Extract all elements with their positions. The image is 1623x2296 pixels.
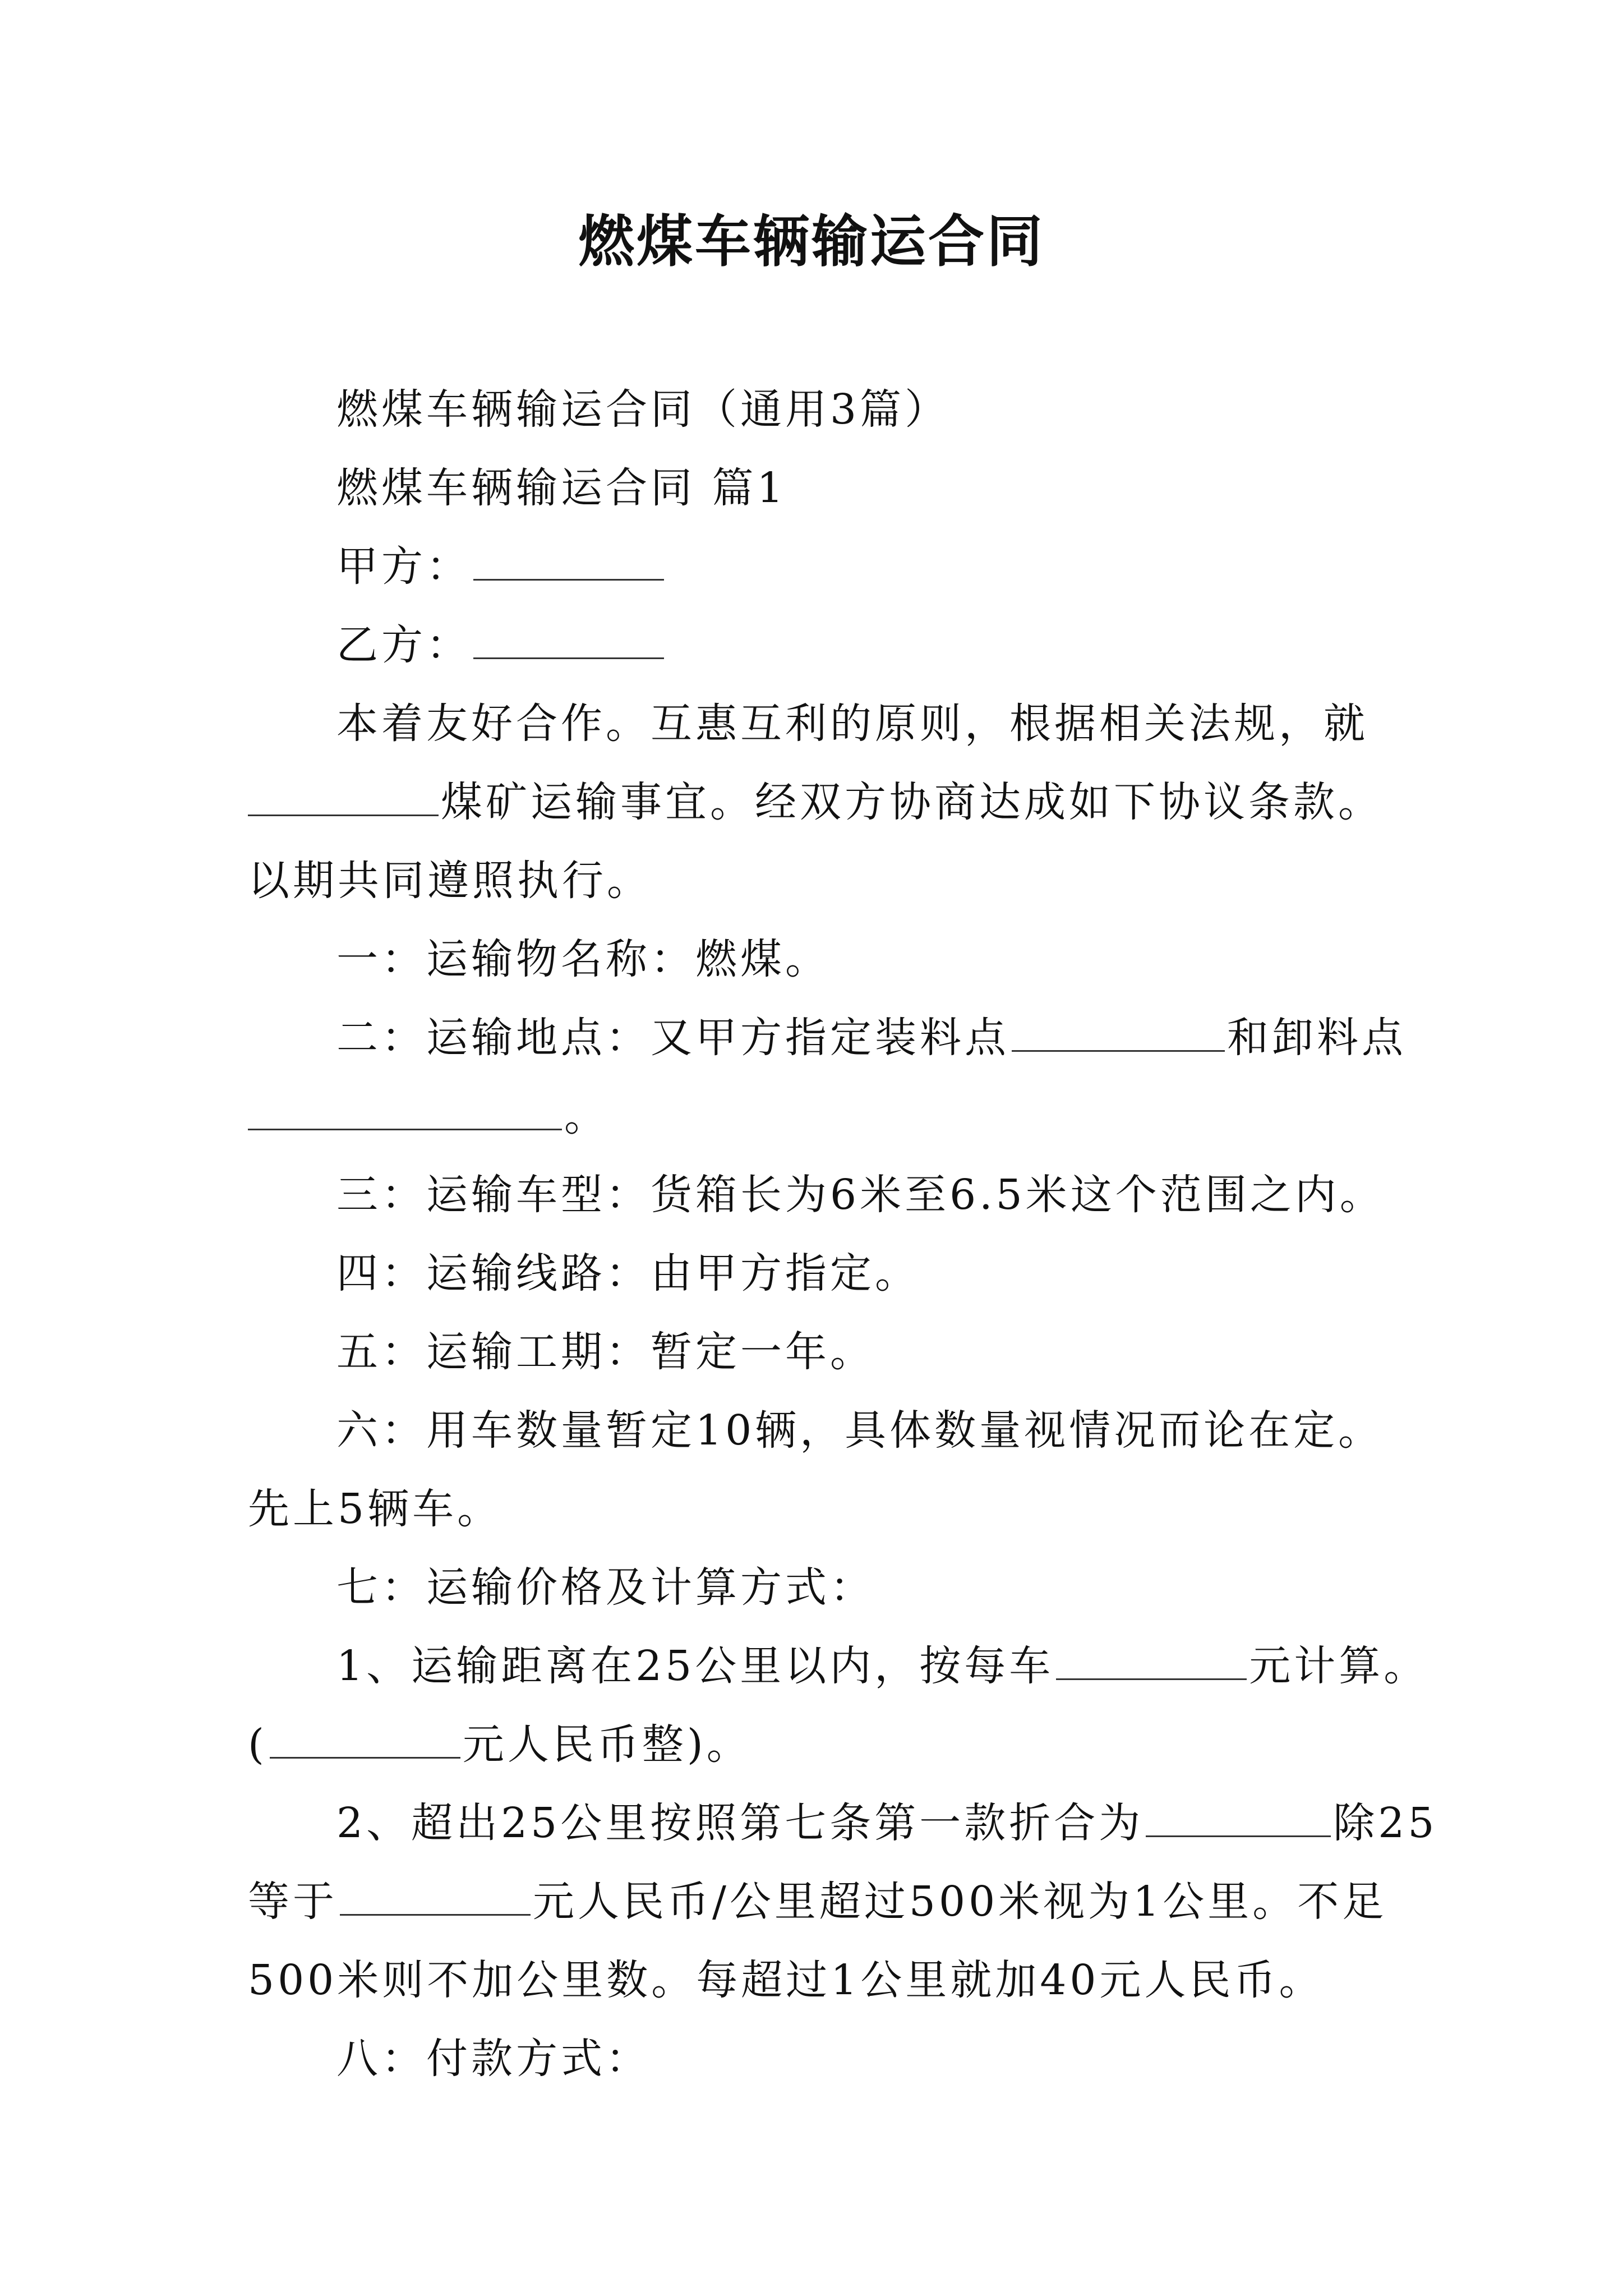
clause-line (248, 1481, 502, 1537)
clause-line (336, 1324, 875, 1380)
clause-text: 五：运输工期：暂定一年。 (336, 1328, 875, 1376)
clause-line (336, 1402, 1383, 1458)
clause-text: 1、运输距离在25公里以内，按每车 (336, 1642, 1054, 1690)
document-title: 燃煤车辆输运合同 (578, 208, 1045, 274)
party-b-blank (473, 623, 664, 659)
clause-text: 500米则不加公里数。每超过1公里就加40元人民币。 (248, 1956, 1324, 2004)
clause-line (336, 1559, 875, 1616)
clause-text: 元计算。 (1249, 1642, 1429, 1690)
paragraph-line (248, 853, 652, 909)
party-b-label: 乙方： (336, 621, 471, 669)
clause-text: 和卸料点 (1227, 1014, 1407, 1062)
clause-text: 二：运输地点：又甲方指定装料点 (336, 1014, 1009, 1062)
clause-text: 一：运输物名称：燃煤。 (336, 935, 830, 983)
clause-text: 元人民币整)。 (462, 1720, 751, 1769)
clause-line (248, 1717, 751, 1773)
clause-line (248, 1952, 1324, 2008)
clause-line (336, 931, 830, 987)
clause-text: 七：运输价格及计算方式： (336, 1563, 875, 1612)
clause-line (336, 2031, 651, 2087)
clause-text: 等于 (248, 1878, 338, 1926)
clause-text: 先上5辆车。 (248, 1485, 502, 1533)
mine-name-blank (248, 780, 439, 816)
clause-text: ( (248, 1720, 268, 1769)
paragraph-text: 煤矿运输事宜。经双方协商达成如下协议条款。 (441, 778, 1383, 826)
price-in-words-blank (270, 1722, 460, 1759)
clause-text: 六：用车数量暂定10辆，具体数量视情况而论在定。 (336, 1406, 1384, 1455)
clause-text: 八：付款方式： (336, 2035, 651, 2083)
price-per-truck-blank (1056, 1644, 1247, 1680)
clause-line (336, 1010, 1407, 1066)
paragraph-line (336, 696, 1368, 752)
party-a-line (336, 539, 666, 595)
paragraph-line (248, 774, 1383, 830)
clause-text: 三：运输车型：货箱长为6米至6.5米这个范围之内。 (336, 1171, 1385, 1219)
clause-line (248, 1088, 609, 1144)
clause-line (248, 1874, 1387, 1930)
clause-line (336, 1167, 1385, 1223)
document-subtitle (336, 381, 949, 438)
paragraph-text: 以期共同遵照执行。 (248, 857, 652, 905)
clause-line (336, 1245, 920, 1301)
loading-point-blank (1012, 1015, 1225, 1052)
price-per-km-blank (340, 1879, 531, 1916)
unloading-point-blank (248, 1094, 562, 1130)
party-a-label: 甲方： (336, 542, 471, 591)
clause-text: 四：运输线路：由甲方指定。 (336, 1249, 920, 1297)
party-a-blank (473, 544, 664, 581)
party-b-line (336, 617, 666, 673)
clause-line (336, 1795, 1437, 1851)
clause-line (336, 1638, 1428, 1694)
clause-text: 除25 (1333, 1799, 1438, 1847)
converted-price-blank (1146, 1801, 1331, 1837)
paragraph-text: 本着友好合作。互惠互利的原则，根据相关法规，就 (336, 700, 1368, 748)
clause-text: 。 (564, 1092, 609, 1140)
section-heading-text: 燃煤车辆输运合同 篇1 (336, 464, 787, 512)
clause-text: 2、超出25公里按照第七条第一款折合为 (336, 1799, 1144, 1847)
clause-text: 元人民币/公里超过500米视为1公里。不足 (533, 1878, 1387, 1926)
section-heading (336, 460, 787, 516)
document-subtitle-text: 燃煤车辆输运合同（通用3篇） (336, 385, 950, 434)
